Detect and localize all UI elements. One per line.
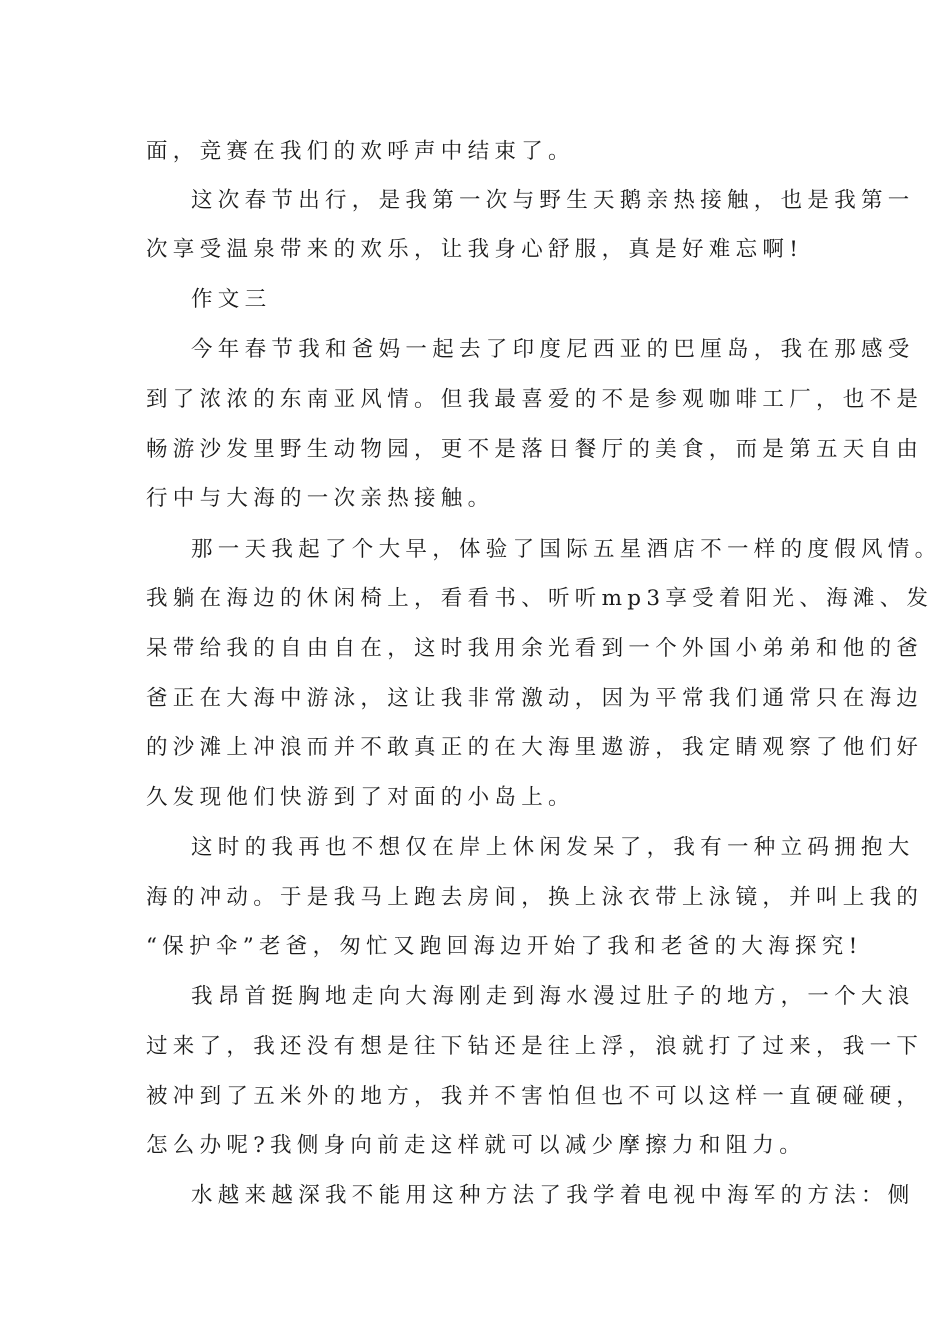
paragraph-line: 我昂首挺胸地走向大海刚走到海水漫过肚子的地方，一个大浪 <box>191 984 915 1009</box>
paragraph-line: 水越来越深我不能用这种方法了我学着电视中海军的方法：侧 <box>191 1183 915 1208</box>
text-line: 海的冲动。于是我马上跑去房间，换上泳衣带上泳镜，并叫上我的 <box>146 885 924 910</box>
text-line: 面，竞赛在我们的欢呼声中结束了。 <box>146 139 575 164</box>
paragraph-line: 那一天我起了个大早，体验了国际五星酒店不一样的度假风情。 <box>191 537 942 562</box>
text-line: 久发现他们快游到了对面的小岛上。 <box>146 785 575 810</box>
section-heading: 作文三 <box>191 287 272 312</box>
text-line: 到了浓浓的东南亚风情。但我最喜爱的不是参观咖啡工厂，也不是 <box>146 387 924 412</box>
text-line: 的沙滩上冲浪而并不敢真正的在大海里遨游，我定睛观察了他们好 <box>146 735 924 760</box>
text-line: 爸正在大海中游泳，这让我非常激动，因为平常我们通常只在海边 <box>146 686 924 711</box>
text-line: 畅游沙发里野生动物园，更不是落日餐厅的美食，而是第五天自由 <box>146 437 924 462</box>
text-line: 我躺在海边的休闲椅上，看看书、听听mp3享受着阳光、海滩、发 <box>146 586 934 611</box>
text-line: “保护伞”老爸，匆忙又跑回海边开始了我和老爸的大海探究! <box>146 934 863 959</box>
paragraph-line: 这次春节出行，是我第一次与野生天鹅亲热接触，也是我第一 <box>191 188 915 213</box>
text-line: 行中与大海的一次亲热接触。 <box>146 486 495 511</box>
text-line: 被冲到了五米外的地方，我并不害怕但也不可以这样一直硬碰硬， <box>146 1084 924 1109</box>
text-line: 过来了，我还没有想是往下钻还是往上浮，浪就打了过来，我一下 <box>146 1034 924 1059</box>
text-line: 呆带给我的自由自在，这时我用余光看到一个外国小弟弟和他的爸 <box>146 636 924 661</box>
text-line: 次享受温泉带来的欢乐，让我身心舒服，真是好难忘啊! <box>146 237 804 262</box>
text-line: 怎么办呢?我侧身向前走这样就可以减少摩擦力和阻力。 <box>146 1133 807 1158</box>
paragraph-line: 这时的我再也不想仅在岸上休闲发呆了，我有一种立码拥抱大 <box>191 835 915 860</box>
paragraph-line: 今年春节我和爸妈一起去了印度尼西亚的巴厘岛，我在那感受 <box>191 337 915 362</box>
